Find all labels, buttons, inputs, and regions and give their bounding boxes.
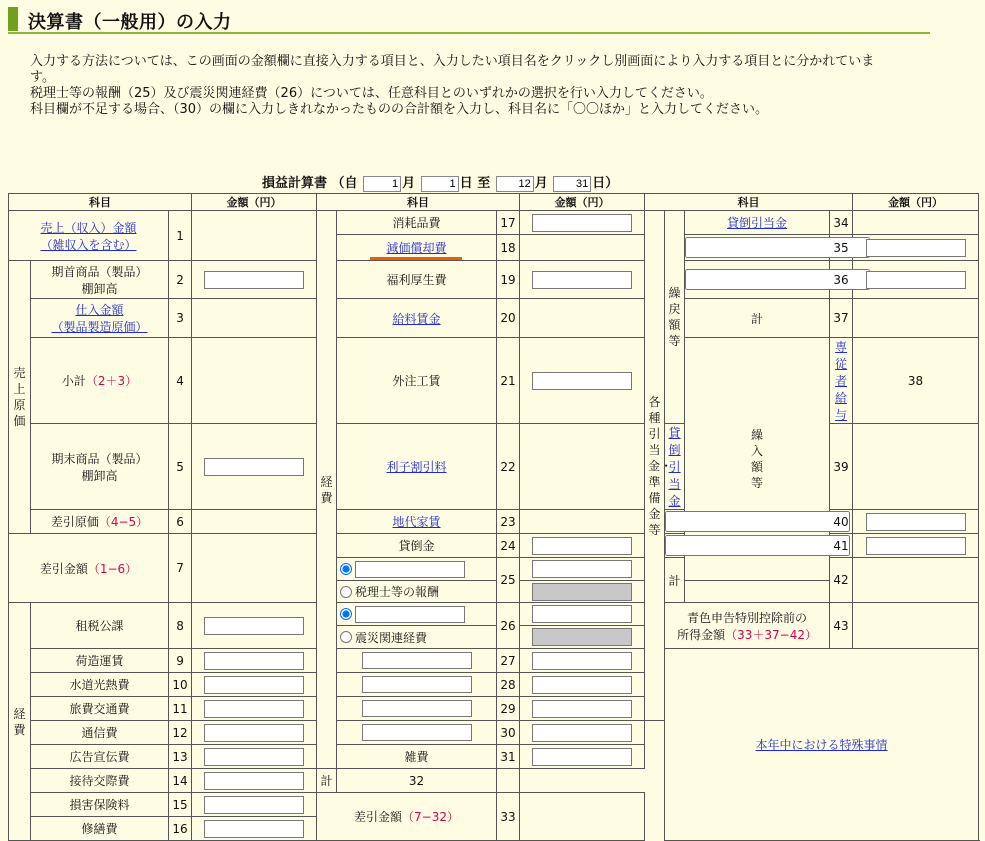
special-circumstances-cell	[665, 649, 979, 841]
item-41-name	[665, 534, 685, 558]
item-33-label: 差引金額（7−32）	[317, 793, 497, 841]
item-10-input[interactable]	[204, 676, 304, 694]
item-34-link[interactable]: 貸倒引当金	[727, 216, 788, 230]
item-1-amount	[192, 211, 317, 261]
item-3-label	[31, 299, 169, 338]
item-9-amount	[192, 649, 317, 673]
item-7-label: 差引金額（1−6）	[9, 534, 169, 603]
item-26-disabled-input	[532, 628, 632, 646]
item-24-input[interactable]	[532, 537, 632, 555]
item-13-amount	[192, 745, 317, 769]
header-subject: 科目	[9, 194, 192, 211]
item-27-amount	[520, 649, 645, 673]
item-29-name	[337, 697, 497, 721]
item-42-num: 42	[830, 558, 853, 603]
item-6-num: 6	[169, 510, 192, 534]
item-2-num: 2	[169, 261, 192, 299]
purchase-link[interactable]: 仕入金額 （製品製造原価）	[51, 303, 148, 334]
item-10-label: 水道光熱費	[31, 673, 169, 697]
item-32-amount	[497, 769, 520, 793]
item-32-label: 計	[317, 769, 337, 793]
item-21-label: 外注工賃	[337, 338, 497, 424]
item-28-num: 28	[497, 673, 520, 697]
item-29-name-input[interactable]	[362, 700, 472, 717]
item-43-amount	[853, 603, 979, 649]
item-40-name-input[interactable]	[665, 511, 850, 532]
item-1-label	[9, 211, 169, 261]
item-28-amount	[520, 673, 645, 697]
salary-link[interactable]: 給料賃金	[392, 311, 441, 326]
item-26-fixed	[337, 626, 497, 649]
depreciation-highlight	[370, 257, 462, 260]
item-40-input[interactable]	[866, 513, 966, 531]
item-21-amount	[520, 338, 645, 424]
item-15-num: 15	[169, 793, 192, 817]
item-13-label: 広告宣伝費	[31, 745, 169, 769]
item-35-amount	[853, 235, 979, 261]
item-8-num: 8	[169, 603, 192, 649]
item-26-name-input[interactable]	[355, 606, 465, 623]
item-14-input[interactable]	[204, 772, 304, 790]
item-19-label: 福利厚生費	[337, 261, 497, 299]
item-38-label	[830, 338, 853, 424]
item-37-amount	[853, 299, 979, 338]
item-9-input[interactable]	[204, 652, 304, 670]
pl-table	[8, 193, 979, 841]
special-circumstances-link[interactable]: 本年中における特殊事情	[755, 738, 888, 752]
instruction-1: 入力する方法については、この画面の金額欄に直接入力する項目と、入力したい項目名をクリックし別画面により入力する項目とに分かれています。	[30, 54, 875, 85]
item-36-amount	[853, 261, 979, 299]
item-7-num: 7	[169, 534, 192, 603]
item-13-num: 13	[169, 745, 192, 769]
item-11-label: 旅費交通費	[31, 697, 169, 721]
item-2-label: 期首商品（製品） 棚卸高	[31, 261, 169, 299]
item-26-num: 26	[497, 603, 520, 649]
item-43-label: 青色申告特別控除前の 所得金額（33＋37−42）	[665, 603, 830, 649]
item-25-label: 税理士等の報酬	[355, 585, 440, 599]
item-34-label	[685, 211, 830, 235]
item-40-num: 40	[830, 510, 853, 534]
item-16-label: 修繕費	[31, 817, 169, 841]
page-title: 決算書（一般用）の入力	[28, 12, 232, 33]
item-27-name	[337, 649, 497, 673]
item-14-label: 接待交際費	[31, 769, 169, 793]
group-kakushu: 各種引当金・準備金等	[645, 211, 665, 721]
item-36-num: 36	[830, 261, 853, 299]
item-8-amount	[192, 603, 317, 649]
header-subject: 科目	[317, 194, 520, 211]
item-4-label: 小計（2＋3）	[31, 338, 169, 424]
item-10-num: 10	[169, 673, 192, 697]
item-21-input[interactable]	[532, 372, 632, 390]
item-40-name	[665, 510, 685, 534]
item-29-num: 29	[497, 697, 520, 721]
item-40-amount	[853, 510, 979, 534]
item-33-amount	[520, 793, 645, 841]
item-26-fixed-radio[interactable]	[340, 631, 352, 643]
item-17-amount	[520, 211, 645, 235]
item-35-num: 35	[830, 235, 853, 261]
item-26-amount-disabled	[520, 626, 645, 649]
item-13-input[interactable]	[204, 748, 304, 766]
item-12-amount	[192, 721, 317, 745]
header-subject: 科目	[645, 194, 853, 211]
item-5-label: 期末商品（製品） 棚卸高	[31, 424, 169, 510]
item-5-num: 5	[169, 424, 192, 510]
item-33-num: 33	[497, 793, 520, 841]
item-25-custom	[337, 558, 497, 581]
group-uriage-genka: 売上原価	[9, 261, 31, 534]
item-20-label	[337, 299, 497, 338]
item-3-num: 3	[169, 299, 192, 338]
item-1-num: 1	[169, 211, 192, 261]
item-9-num: 9	[169, 649, 192, 673]
item-25-num: 25	[497, 558, 520, 603]
group-kurimodoshi: 繰戻額等	[665, 211, 685, 424]
item-34-num: 34	[830, 211, 853, 235]
item-11-num: 11	[169, 697, 192, 721]
instruction-3: 科目欄が不足する場合、（30）の欄に入力しきれなかったものの合計額を入力し、科目名に「〇〇ほか」と入力してください。	[30, 102, 769, 117]
sales-link[interactable]: 売上（収入）金額 （雑収入を含む）	[40, 220, 137, 252]
item-39-label	[665, 424, 685, 510]
item-4-num: 4	[169, 338, 192, 424]
item-21-num: 21	[497, 338, 520, 424]
group-kuriire: 繰入額等	[685, 338, 830, 581]
item-28-name-input[interactable]	[362, 676, 472, 693]
group-keihi-right: 経費	[317, 211, 337, 769]
item-17-num: 17	[497, 211, 520, 235]
item-32-num: 32	[337, 769, 497, 793]
item-2-input[interactable]	[204, 271, 304, 289]
item-20-num: 20	[497, 299, 520, 338]
to-day-input[interactable]	[553, 176, 591, 192]
item-22-amount	[520, 424, 645, 510]
item-36-input[interactable]	[866, 271, 966, 289]
item-10-amount	[192, 673, 317, 697]
item-18-amount	[520, 235, 645, 261]
item-31-input[interactable]	[532, 748, 632, 766]
item-25-fixed-radio[interactable]	[340, 586, 352, 598]
item-25-input[interactable]	[532, 560, 632, 578]
item-18-num: 18	[497, 235, 520, 261]
item-26-input[interactable]	[532, 605, 632, 623]
item-28-name	[337, 673, 497, 697]
item-16-input[interactable]	[204, 820, 304, 838]
item-3-amount	[192, 299, 317, 338]
item-19-num: 19	[497, 261, 520, 299]
item-26-label: 震災関連経費	[355, 630, 428, 645]
item-4-amount	[192, 338, 317, 424]
item-39-num: 39	[830, 424, 853, 510]
item-22-label	[337, 424, 497, 510]
item-25-fixed	[337, 581, 497, 603]
item-8-input[interactable]	[204, 617, 304, 635]
item-25-name-input[interactable]	[355, 561, 465, 578]
item-25-amount-disabled	[520, 581, 645, 603]
item-15-label: 損害保険料	[31, 793, 169, 817]
item-30-input[interactable]	[532, 724, 632, 742]
to-month-input[interactable]	[496, 176, 534, 192]
item-12-num: 12	[169, 721, 192, 745]
item-6-amount	[192, 510, 317, 534]
item-37-label: 計	[685, 299, 830, 338]
item-26-custom-radio[interactable]	[340, 608, 352, 620]
month-label: 月	[402, 176, 416, 191]
item-22-num: 22	[497, 424, 520, 510]
item-2-amount	[192, 261, 317, 299]
item-28-input[interactable]	[532, 676, 632, 694]
instructions	[30, 54, 890, 118]
item-41-name-input[interactable]	[665, 535, 850, 556]
item-30-num: 30	[497, 721, 520, 745]
item-42-amount	[853, 558, 979, 603]
item-38-num: 38	[853, 338, 979, 424]
day-label: 日	[459, 176, 473, 191]
item-36-name	[685, 261, 830, 299]
group-keihi-left: 経費	[9, 603, 31, 841]
from-day-input[interactable]	[421, 176, 459, 192]
header-accent-bar	[8, 7, 18, 31]
item-30-name	[337, 721, 497, 745]
item-19-input[interactable]	[532, 271, 632, 289]
item-15-input[interactable]	[204, 796, 304, 814]
item-39-link[interactable]: 貸倒引当金	[668, 426, 681, 508]
pl-close: 日）	[592, 176, 619, 191]
item-23-num: 23	[497, 510, 520, 534]
item-24-num: 24	[497, 534, 520, 558]
item-26-custom	[337, 603, 497, 626]
item-26-amount	[520, 603, 645, 626]
instruction-2: 税理士等の報酬（25）及び震災関連経費（26）については、任意科目とのいずれかの選択を行い入力してください。	[30, 86, 713, 101]
item-11-input[interactable]	[204, 700, 304, 718]
item-9-label: 荷造運賃	[31, 649, 169, 673]
pl-open: （自	[331, 176, 358, 191]
interest-link[interactable]: 利子割引料	[386, 460, 447, 474]
item-16-amount	[192, 817, 317, 841]
item-11-amount	[192, 697, 317, 721]
item-37-num: 37	[830, 299, 853, 338]
item-25-custom-radio[interactable]	[340, 563, 352, 575]
item-27-input[interactable]	[532, 652, 632, 670]
item-15-amount	[192, 793, 317, 817]
item-30-name-input[interactable]	[362, 724, 472, 741]
item-29-input[interactable]	[532, 700, 632, 718]
pl-title: 損益計算書	[262, 176, 328, 191]
item-35-name	[685, 235, 830, 261]
item-35-input[interactable]	[866, 239, 966, 257]
item-31-label: 雑費	[337, 745, 497, 769]
item-19-amount	[520, 261, 645, 299]
item-41-amount	[853, 534, 979, 558]
item-30-amount	[520, 721, 645, 745]
item-5-amount	[192, 424, 317, 510]
item-23-label	[337, 510, 497, 534]
item-14-num: 14	[169, 769, 192, 793]
item-23-amount	[520, 510, 645, 534]
item-6-label: 差引原価（4−5）	[31, 510, 169, 534]
item-27-num: 27	[497, 649, 520, 673]
item-20-amount	[520, 299, 645, 338]
item-25-disabled-input	[532, 583, 632, 601]
item-12-label: 通信費	[31, 721, 169, 745]
header-amount: 金額（円）	[520, 194, 645, 211]
item-8-label: 租税公課	[31, 603, 169, 649]
month-label: 月	[534, 176, 548, 191]
item-34-amount	[853, 211, 979, 235]
pl-period-header	[262, 172, 618, 192]
depreciation-link[interactable]: 減価償却費	[386, 241, 447, 255]
item-29-amount	[520, 697, 645, 721]
item-42-label: 計	[665, 558, 685, 603]
rent-link[interactable]: 地代家賃	[392, 515, 441, 529]
item-12-input[interactable]	[204, 724, 304, 742]
item-14-amount	[192, 769, 317, 793]
item-24-amount	[520, 534, 645, 558]
item-25-amount	[520, 558, 645, 581]
item-41-input[interactable]	[866, 537, 966, 555]
header-amount: 金額（円）	[853, 194, 979, 211]
item-17-input[interactable]	[532, 214, 632, 232]
item-24-label: 貸倒金	[337, 534, 497, 558]
item-7-amount	[192, 534, 317, 603]
item-41-num: 41	[830, 534, 853, 558]
item-31-num: 31	[497, 745, 520, 769]
page-header	[8, 6, 930, 34]
pl-to: 至	[477, 176, 491, 191]
item-31-amount	[520, 745, 645, 769]
item-39-amount	[853, 424, 979, 510]
from-month-input[interactable]	[363, 176, 401, 192]
item-16-num: 16	[169, 817, 192, 841]
family-salary-link[interactable]: 専従者給与	[835, 340, 848, 422]
item-27-name-input[interactable]	[362, 652, 472, 669]
header-amount: 金額（円）	[192, 194, 317, 211]
item-43-num: 43	[830, 603, 853, 649]
item-17-label: 消耗品費	[337, 211, 497, 235]
item-5-input[interactable]	[204, 458, 304, 476]
